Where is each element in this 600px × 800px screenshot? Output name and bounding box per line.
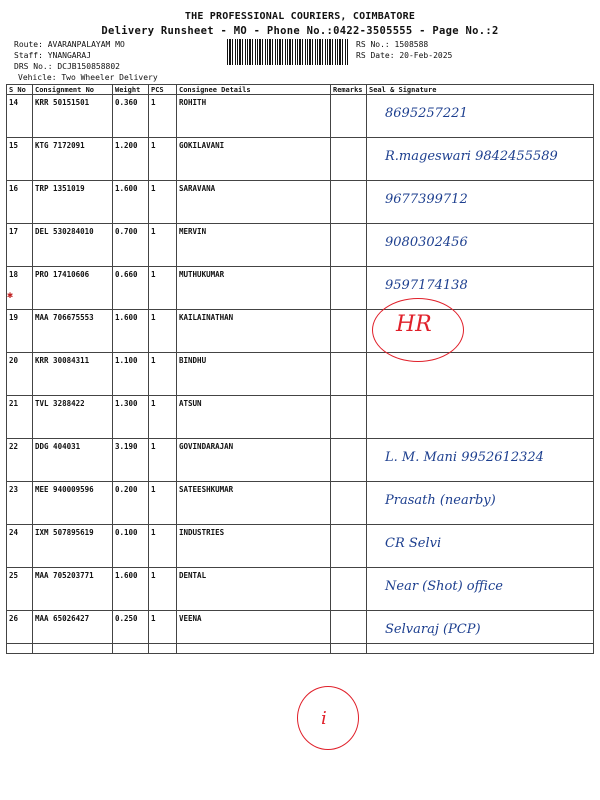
table-row bbox=[7, 482, 594, 525]
table-row bbox=[7, 181, 594, 224]
sno-cell: 16 bbox=[7, 181, 33, 224]
table-row bbox=[7, 439, 594, 482]
sno-cell: 15 bbox=[7, 138, 33, 181]
rs-date: RS Date: 20-Feb-2025 bbox=[356, 51, 453, 60]
signature-cell bbox=[367, 95, 594, 138]
consignee-cell: DENTAL bbox=[177, 568, 331, 611]
remarks-cell bbox=[331, 310, 367, 353]
sno-cell: 17 bbox=[7, 224, 33, 267]
company-title: THE PROFESSIONAL COURIERS, COIMBATORE bbox=[184, 11, 416, 22]
consignment-cell: MAA 65026427 bbox=[33, 611, 113, 654]
weight-cell: 3.190 bbox=[113, 439, 149, 482]
vehicle-info: Vehicle: Two Wheeler Delivery bbox=[18, 73, 158, 82]
consignee-cell: GOKILAVANI bbox=[177, 138, 331, 181]
consignee-cell: INDUSTRIES bbox=[177, 525, 331, 568]
hr-stamp-text: HR bbox=[396, 312, 432, 337]
weight-cell: 0.660 bbox=[113, 267, 149, 310]
weight-cell: 0.360 bbox=[113, 95, 149, 138]
table-row bbox=[7, 310, 594, 353]
consignment-cell: KRR 30084311 bbox=[33, 353, 113, 396]
consignment-cell: MAA 705203771 bbox=[33, 568, 113, 611]
pcs-cell: 1 bbox=[149, 525, 177, 568]
col-header-signature: Seal & Signature bbox=[367, 85, 594, 95]
sno-cell: 25 bbox=[7, 568, 33, 611]
consignment-cell: TRP 1351019 bbox=[33, 181, 113, 224]
col-header-consignment: Consignment No bbox=[33, 85, 113, 95]
sno-cell: 21 bbox=[7, 396, 33, 439]
handwritten-signature: 9080302456 bbox=[385, 235, 468, 250]
table-row bbox=[7, 525, 594, 568]
consignee-cell: MUTHUKUMAR bbox=[177, 267, 331, 310]
consignment-cell: TVL 3288422 bbox=[33, 396, 113, 439]
remarks-cell bbox=[331, 181, 367, 224]
remarks-cell bbox=[331, 138, 367, 181]
weight-cell: 0.200 bbox=[113, 482, 149, 525]
pcs-cell: 1 bbox=[149, 568, 177, 611]
consignee-cell: ROHITH bbox=[177, 95, 331, 138]
weight-cell: 1.600 bbox=[113, 181, 149, 224]
pcs-cell: 1 bbox=[149, 95, 177, 138]
pcs-cell: 1 bbox=[149, 353, 177, 396]
pcs-cell: 1 bbox=[149, 181, 177, 224]
signature-cell bbox=[367, 396, 594, 439]
table-row bbox=[7, 568, 594, 611]
consignment-cell: KTG 7172091 bbox=[33, 138, 113, 181]
signature-cell bbox=[367, 482, 594, 525]
handwritten-signature: Near (Shot) office bbox=[385, 579, 503, 594]
signature-cell bbox=[367, 224, 594, 267]
table-bottom-border bbox=[6, 643, 593, 644]
consignee-cell: SARAVANA bbox=[177, 181, 331, 224]
consignee-cell: VEENA bbox=[177, 611, 331, 654]
col-header-sno: S No bbox=[7, 85, 33, 95]
staff-info: Staff: YNANGARAJ bbox=[14, 51, 92, 60]
remarks-cell bbox=[331, 95, 367, 138]
pcs-cell: 1 bbox=[149, 224, 177, 267]
sno-cell: 19 bbox=[7, 310, 33, 353]
weight-cell: 0.100 bbox=[113, 525, 149, 568]
col-header-consignee: Consignee Details bbox=[177, 85, 331, 95]
table-row bbox=[7, 267, 594, 310]
consignment-cell: IXM 507895619 bbox=[33, 525, 113, 568]
route-info: Route: AVARANPALAYAM MO bbox=[14, 40, 125, 49]
barcode bbox=[227, 39, 348, 65]
weight-cell: 1.600 bbox=[113, 568, 149, 611]
consignee-cell: KAILAINATHAN bbox=[177, 310, 331, 353]
pcs-cell: 1 bbox=[149, 310, 177, 353]
weight-cell: 1.100 bbox=[113, 353, 149, 396]
signature-cell bbox=[367, 568, 594, 611]
signature-cell bbox=[367, 181, 594, 224]
signature-cell bbox=[367, 525, 594, 568]
pcs-cell: 1 bbox=[149, 611, 177, 654]
consignment-cell: PRO 17410606 bbox=[33, 267, 113, 310]
table-row bbox=[7, 138, 594, 181]
runsheet-subtitle: Delivery Runsheet - MO - Phone No.:0422-3505555 - Page No.:2 bbox=[101, 25, 499, 37]
remarks-cell bbox=[331, 525, 367, 568]
rs-number: RS No.: 1508588 bbox=[356, 40, 429, 49]
remarks-cell bbox=[331, 267, 367, 310]
table-row bbox=[7, 353, 594, 396]
consignment-cell: MEE 940009596 bbox=[33, 482, 113, 525]
consignment-cell: KRR 50151501 bbox=[33, 95, 113, 138]
remarks-cell bbox=[331, 353, 367, 396]
sno-cell: 20 bbox=[7, 353, 33, 396]
remarks-cell bbox=[331, 224, 367, 267]
handwritten-signature: 9597174138 bbox=[385, 278, 468, 293]
handwritten-signature: L. M. Mani 9952612324 bbox=[385, 450, 544, 465]
col-header-pcs: PCS bbox=[149, 85, 177, 95]
handwritten-signature: Prasath (nearby) bbox=[385, 493, 496, 508]
sno-cell: 26 bbox=[7, 611, 33, 654]
handwritten-signature: 8695257221 bbox=[385, 106, 468, 121]
remarks-cell bbox=[331, 439, 367, 482]
sno-cell: 24 bbox=[7, 525, 33, 568]
remarks-cell bbox=[331, 396, 367, 439]
handwritten-signature: 9677399712 bbox=[385, 192, 468, 207]
margin-mark: ✱ bbox=[7, 290, 14, 301]
remarks-cell bbox=[331, 482, 367, 525]
pcs-cell: 1 bbox=[149, 138, 177, 181]
consignment-cell: MAA 706675553 bbox=[33, 310, 113, 353]
consignment-cell: DDG 404031 bbox=[33, 439, 113, 482]
col-header-weight: Weight bbox=[113, 85, 149, 95]
runsheet-table bbox=[6, 84, 594, 654]
consignee-cell: SATEESHKUMAR bbox=[177, 482, 331, 525]
handwritten-signature: R.mageswari 9842455589 bbox=[385, 149, 558, 164]
table-row bbox=[7, 224, 594, 267]
weight-cell: 1.600 bbox=[113, 310, 149, 353]
weight-cell: 0.700 bbox=[113, 224, 149, 267]
consignee-cell: MERVIN bbox=[177, 224, 331, 267]
i-stamp bbox=[297, 686, 359, 750]
weight-cell: 1.200 bbox=[113, 138, 149, 181]
drs-number: DRS No.: DCJB150858802 bbox=[14, 62, 120, 71]
i-stamp-text: i bbox=[321, 708, 327, 729]
sno-cell: 18 bbox=[7, 267, 33, 310]
weight-cell: 0.250 bbox=[113, 611, 149, 654]
remarks-cell bbox=[331, 611, 367, 654]
signature-cell bbox=[367, 138, 594, 181]
handwritten-signature: Selvaraj (PCP) bbox=[385, 622, 481, 637]
sno-cell: 14 bbox=[7, 95, 33, 138]
consignee-cell: ATSUN bbox=[177, 396, 331, 439]
signature-cell bbox=[367, 439, 594, 482]
table-row bbox=[7, 396, 594, 439]
pcs-cell: 1 bbox=[149, 267, 177, 310]
pcs-cell: 1 bbox=[149, 439, 177, 482]
pcs-cell: 1 bbox=[149, 482, 177, 525]
sno-cell: 22 bbox=[7, 439, 33, 482]
consignee-cell: GOVINDARAJAN bbox=[177, 439, 331, 482]
table-row bbox=[7, 95, 594, 138]
remarks-cell bbox=[331, 568, 367, 611]
weight-cell: 1.300 bbox=[113, 396, 149, 439]
consignment-cell: DEL 530284010 bbox=[33, 224, 113, 267]
sno-cell: 23 bbox=[7, 482, 33, 525]
col-header-remarks: Remarks bbox=[331, 85, 367, 95]
handwritten-signature: CR Selvi bbox=[385, 536, 442, 551]
table-header-row bbox=[7, 85, 594, 95]
signature-cell bbox=[367, 611, 594, 654]
pcs-cell: 1 bbox=[149, 396, 177, 439]
consignee-cell: BINDHU bbox=[177, 353, 331, 396]
table-row bbox=[7, 611, 594, 654]
